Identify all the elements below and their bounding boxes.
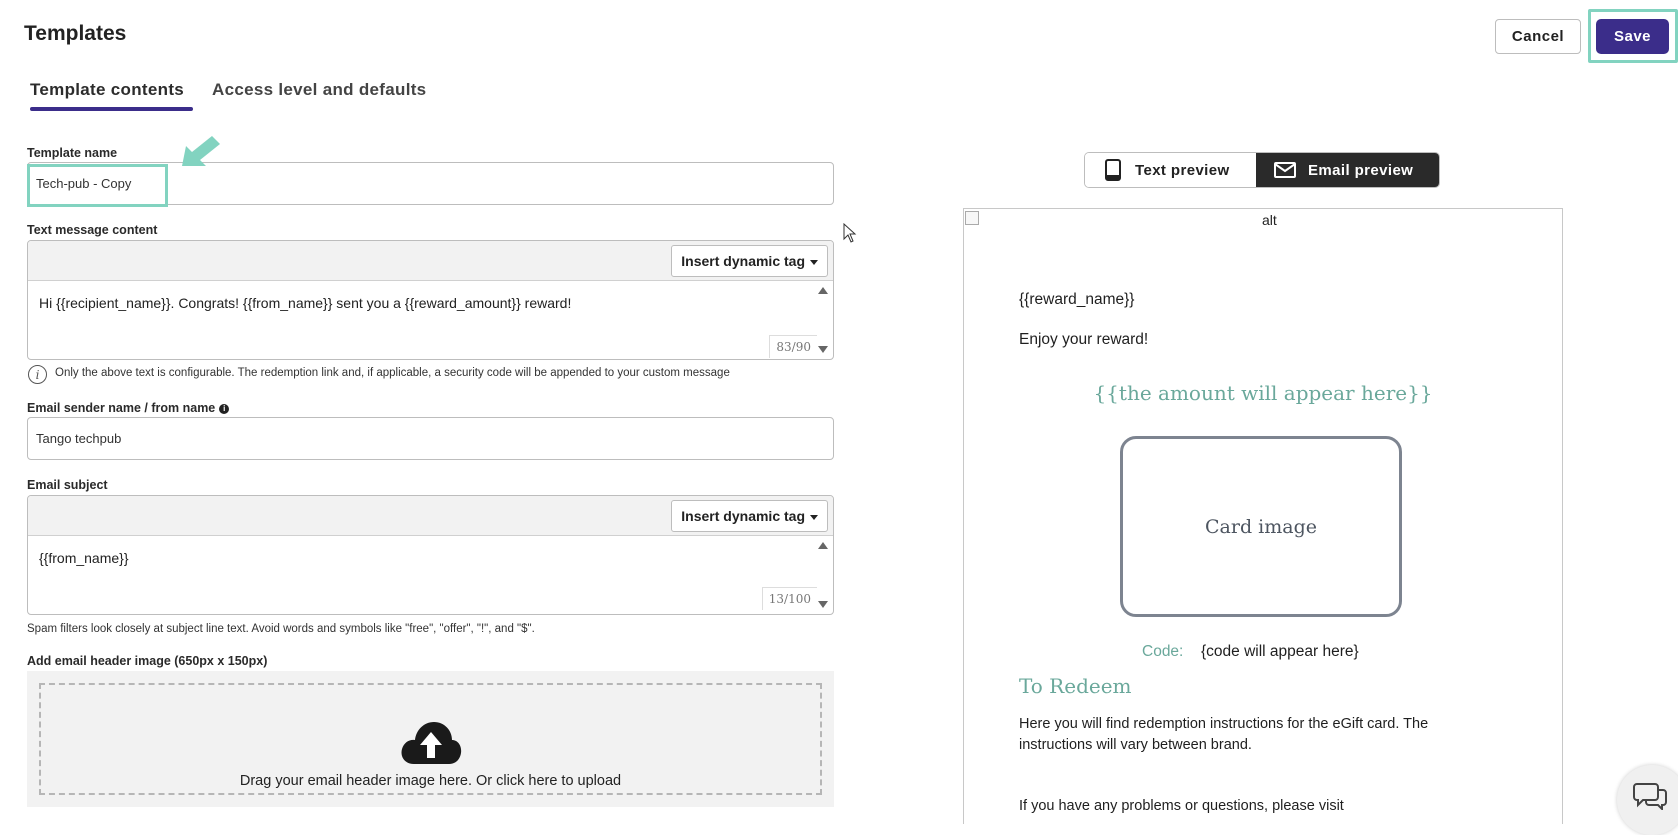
email-preview-button[interactable] — [1256, 153, 1440, 187]
to-redeem-title: To Redeem — [1019, 674, 1132, 698]
template-name-label: Template name — [27, 146, 118, 160]
template-name-value: Tech-pub - Copy — [36, 176, 132, 191]
tab-template-contents[interactable]: Template contents — [30, 80, 185, 99]
header-image-label: Add email header image (650px x 150px) — [27, 654, 268, 668]
text-message-label: Text message content — [27, 223, 158, 237]
scroll-down-icon[interactable] — [818, 346, 828, 353]
broken-image-icon — [965, 211, 979, 225]
insert-dynamic-tag-label: Insert dynamic tag — [681, 508, 805, 524]
cancel-button[interactable]: Cancel — [1495, 19, 1581, 54]
text-message-counter: 83/90 — [769, 335, 817, 358]
sender-name-input[interactable] — [27, 417, 834, 460]
cursor-icon — [843, 223, 857, 243]
text-message-hint: Only the above text is configurable. The redemption link and, if applicable, a security code will be appended to your custom message — [55, 367, 730, 379]
text-preview-button[interactable] — [1085, 153, 1256, 187]
text-message-toolbar — [28, 241, 833, 281]
text-message-editor[interactable] — [27, 240, 834, 360]
email-subject-editor[interactable] — [27, 495, 834, 615]
sender-name-label-text: Email sender name / from name — [27, 401, 216, 415]
email-subject-toolbar — [28, 496, 833, 536]
preview-toggle — [1084, 152, 1440, 188]
scroll-up-icon[interactable] — [818, 542, 828, 549]
email-subject-value: {{from_name}} — [39, 550, 129, 566]
chat-widget-button[interactable] — [1617, 765, 1678, 835]
chevron-down-icon — [810, 260, 818, 265]
header-image-alt-text: alt — [1262, 212, 1277, 228]
tab-access-level[interactable]: Access level and defaults — [212, 80, 427, 99]
phone-icon — [1105, 159, 1121, 181]
scroll-up-icon[interactable] — [818, 287, 828, 294]
reward-name-placeholder: {{reward_name}} — [1019, 291, 1135, 308]
text-preview-label: Text preview — [1135, 161, 1230, 179]
enjoy-reward-text: Enjoy your reward! — [1019, 331, 1149, 348]
active-tab-indicator — [30, 107, 193, 111]
mail-icon — [1274, 162, 1296, 178]
card-image-placeholder: Card image — [1120, 436, 1402, 617]
insert-dynamic-tag-button[interactable] — [671, 245, 828, 277]
amount-placeholder: {{the amount will appear here}} — [1093, 381, 1433, 405]
chevron-down-icon — [810, 515, 818, 520]
code-value: {code will appear here} — [1201, 643, 1359, 660]
save-button[interactable]: Save — [1596, 19, 1669, 54]
chat-icon — [1633, 780, 1667, 810]
problems-text: If you have any problems or questions, please visit — [1019, 798, 1344, 814]
cloud-upload-icon — [400, 718, 462, 766]
insert-dynamic-tag-button[interactable] — [671, 500, 828, 532]
email-preview-label: Email preview — [1308, 161, 1414, 179]
info-icon[interactable]: i — [219, 404, 229, 414]
insert-dynamic-tag-label: Insert dynamic tag — [681, 253, 805, 269]
template-name-highlight-box — [27, 164, 168, 207]
sender-name-value: Tango techpub — [36, 431, 122, 446]
page-title: Templates — [24, 22, 127, 45]
info-icon: i — [28, 365, 47, 384]
sender-name-label — [27, 401, 229, 415]
code-label: Code: — [1142, 643, 1184, 660]
email-subject-label: Email subject — [27, 478, 108, 492]
annotation-arrow-icon — [178, 134, 224, 170]
scroll-down-icon[interactable] — [818, 601, 828, 608]
email-subject-hint: Spam filters look closely at subject line text. Avoid words and symbols like "free", "offer", "!", and "$". — [27, 623, 535, 635]
text-message-value: Hi {{recipient_name}}. Congrats! {{from_name}} sent you a {{reward_amount}} reward! — [39, 295, 572, 311]
redeem-instructions: Here you will find redemption instructions for the eGift card. The instructions will vary between brand. — [1019, 716, 1429, 753]
header-image-drop-text: Drag your email header image here. Or click here to upload — [239, 773, 622, 789]
email-subject-counter: 13/100 — [762, 587, 817, 610]
